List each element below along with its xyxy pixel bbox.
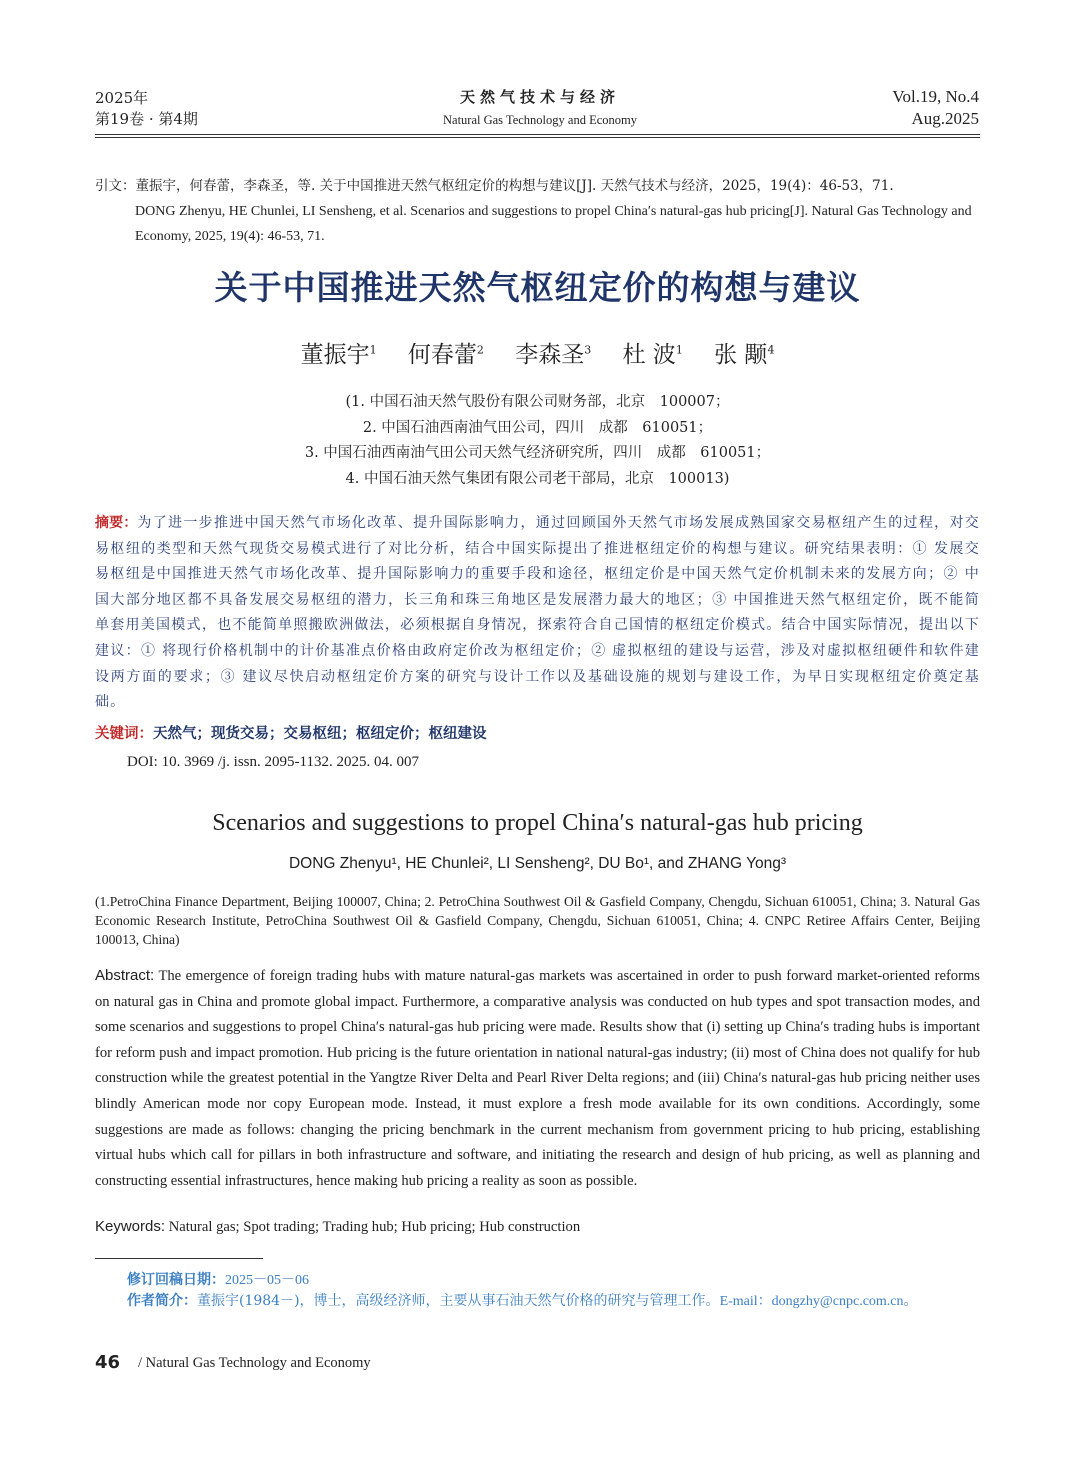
author-4: 杜 波$^1$ [622,342,683,368]
affiliation-line: (1. 中国石油天然气股份有限公司财务部，北京 100007； [345,394,730,410]
author-2: 何春蕾$^2$ [407,342,484,368]
abstract-en [95,963,980,1194]
doi: DOI: 10. 3969 /j. issn. 2095-1132. 2025. 04. 007 [127,754,419,770]
journal-name-cn: 天然气技术与经济 [459,88,620,106]
header-journal [380,86,700,128]
page-number: 46 [95,1352,121,1373]
footnote-rule [95,1258,263,1259]
author-5: 张 颙$^4$ [714,342,775,368]
keywords-en-text: Natural gas; Spot trading; Trading hub; Hub pricing; Hub construction [168,1219,581,1235]
header-issue-en [892,86,979,130]
abstract-en-label: Abstract: [95,967,155,984]
affiliation-line: 4. 中国石油天然气集团有限公司老干部局，北京 100013) [345,470,730,487]
revision-date [95,1270,980,1291]
affiliation-line: 2. 中国石油西南油气田公司，四川 成都 610051； [362,419,713,436]
affiliation-line: 3. 中国石油西南油气田公司天然气经济研究所，四川 成都 610051； [304,445,771,461]
abstract-cn-text: 为了进一步推进中国天然气市场化改革、提升国际影响力，通过回顾国外天然气市场发展成熟国家交易枢纽产生的过程，对交易枢纽的类型和天然气现货交易模式进行了对比分析，结合中国实际提出了推进枢纽定价的构想与建议。研究结果表明：① 发展交易枢纽是中国推进天然气市场化改革、提升国际影响力的重要手段和途径，枢纽定价是中国天然气定价机制未来的发展方向；② 中国大部分地区都不具备发展交易枢纽的潜力，长三角和珠三角地区是发展潜力最大的地区；③ 中国推进天然气枢纽定价，既不能简单套用美国模式，也不能简单照搬欧洲做法，必须根据自身情况，探索符合自己国情的枢纽定价模式。结合中国实际情况，提出以下建议：① 将现行价格机制中的计价基准点价格由政府定价改为枢纽定价；② 虚拟枢纽的建设与运营，涉及对虚拟枢纽硬件和软件建设两方面的要求；③ 建议尽快启动枢纽定价方案的研究与设计工作以及基础设施的规划与建设工作，为早日实现枢纽定价奠定基础。 [95,515,981,711]
email-link[interactable]: dongzhy@cnpc.com.cn [771,1294,904,1309]
abstract-cn-label: 摘要： [95,515,138,531]
header-issue-cn [95,88,198,130]
keywords-cn-text: 天然气；现货交易；交易枢纽；枢纽定价；枢纽建设 [153,726,487,742]
title-en: Scenarios and suggestions to propel China′s natural-gas hub pricing [212,810,863,836]
author-3: 李森圣$^3$ [515,342,592,368]
header-year: 2025年 [95,89,149,107]
bio-end: 。 [903,1293,918,1309]
citation-cn: 引文：董振宇，何春蕾，李森圣，等. 关于中国推进天然气枢纽定价的构想与建议[J]. 天然气技术与经济，2025，19(4)：46-53，71. [95,178,894,194]
abstract-en-text: The emergence of foreign trading hubs with mature natural-gas markets was ascertained in order to push forward market-oriented reforms on natural gas in China and promote global impact. Furthermore, a comparative analysis was conducted on hub types and spot transaction modes, and some scenarios and suggestions to propel China′s natural-gas hub pricing were made. Results show that (i) setting up China′s trading hubs is important for reform push and impact promotion. Hub pricing is the future orientation in national natural-gas industry; (ii) most of China does not qualify for hub construction while the greatest potential in the Yangtze River Delta and Pearl River Delta regions; and (iii) China′s natural-gas hub pricing neither uses blindly American mode nor copy European mode. Instead, it must explore a fresh mode available for its own conditions. Accordingly, some suggestions are made as follows: changing the pricing benchmark in the current mechanism from government pricing to hub pricing, establishing virtual hubs which call for pillars in both infrastructure and software, and initiating the research and design of hub pricing, as well as planning and constructing essential infrastructures, hence making hub pricing a reality as soon as possible. [95,968,980,1189]
revision-date-label: 修订回稿日期： [127,1272,225,1288]
header-volume-issue: 第19卷 · 第4期 [95,110,198,128]
page-journal: / Natural Gas Technology and Economy [138,1355,371,1371]
header-rule-thin [95,137,980,138]
keywords-en [95,1218,580,1236]
citation-en: DONG Zhenyu, HE Chunlei, LI Sensheng, et al. Scenarios and suggestions to propel China′s natural-gas hub pricing[J]. Natural Gas Technology and Economy, 2025, 19(4): 46-53, 71. [135,204,972,244]
affiliations-en: (1.PetroChina Finance Department, Beijing 100007, China; 2. PetroChina Southwest Oil & Gasfield Company, Chengdu, Sichuan 610051, China; 3. Natural Gas Economic Research Institute, PetroChina Southwest Oil & Gasfield Company, Chengdu, Sichuan 610051, China; 4. CNPC Retiree Affairs Center, Beijing 100013, China) [95,894,980,947]
revision-date-value: 2025－05－06 [225,1273,309,1288]
author-bio [95,1291,980,1312]
header-date-en: Aug.2025 [911,109,979,128]
keywords-cn-label: 关键词： [95,726,153,742]
footnote [95,1270,980,1312]
keywords-en-label: Keywords: [95,1218,166,1235]
author-bio-text: 董振宇(1984－)，博士，高级经济师，主要从事石油天然气价格的研究与管理工作。 [197,1293,720,1309]
journal-name-en: Natural Gas Technology and Economy [443,113,637,127]
author-list [95,336,980,369]
header-volume-en: Vol.19, No.4 [892,87,979,106]
affiliations-cn [95,390,980,492]
keywords-cn [95,722,487,743]
citation-block [95,174,980,249]
author-1: 董振宇$^1$ [300,342,377,368]
email-label: E-mail： [719,1294,772,1309]
author-bio-label: 作者简介： [127,1293,197,1309]
authors-en: DONG Zhenyu¹, HE Chunlei², LI Sensheng², DU Bo¹, and ZHANG Yong³ [288,855,787,872]
page-title: 关于中国推进天然气枢纽定价的构想与建议 [214,268,861,307]
abstract-cn [95,511,980,716]
header-rule [95,134,980,135]
